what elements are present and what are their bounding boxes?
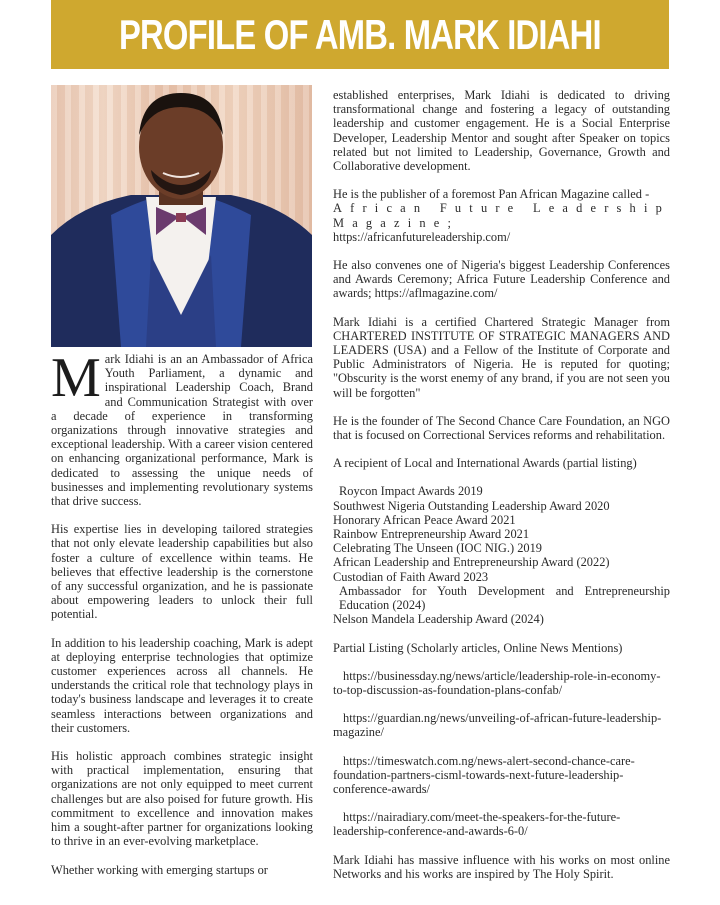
award-item: Ambassador for Youth Development and Entrepreneurship Education (2024) xyxy=(339,583,670,613)
closing-paragraph: Mark Idiahi has massive influence with his works on most online Networks and his works are inspired by The Holy Spirit. xyxy=(333,852,670,881)
award-item: African Leadership and Entrepreneurship Award (2022) xyxy=(333,555,610,570)
news-link[interactable]: https://guardian.ng/news/unveiling-of-african-future-leadership-magazine/ xyxy=(333,711,662,740)
award-item: Roycon Impact Awards 2019 xyxy=(339,484,483,499)
award-item: Southwest Nigeria Outstanding Leadership Award 2020 xyxy=(333,498,610,513)
award-item: Celebrating The Unseen (IOC NIG.) 2019 xyxy=(333,541,542,556)
left-column xyxy=(51,347,313,891)
foundation-paragraph: He is the founder of The Second Chance Care Foundation, an NGO that is focused on Correctional Services reforms and rehabilitation. xyxy=(333,413,670,443)
conference-paragraph: He also convenes one of Nigeria's biggest Leadership Conferences and Awards Ceremony; Africa Future Leadership Conference and awards; https://aflmagazine.com/ xyxy=(333,258,670,301)
certification-paragraph: Mark Idiahi is a certified Chartered Strategic Manager from CHARTERED INSTITUTE OF STRATEGIC MANAGERS AND LEADERS (USA) and a Fellow of the Institute of Corporate and Public Administrators of Nigeria. He is reputed for quoting; "Obscurity is the worst enemy of any brand, if you are not seen you will be forgotten" xyxy=(333,314,670,400)
continued-paragraph: Whether working with emerging startups or xyxy=(51,862,268,877)
portrait-illustration xyxy=(51,85,312,347)
title-banner xyxy=(51,0,669,69)
magazine-name: African Future Leadership Magazine; xyxy=(333,201,670,230)
drop-cap: M xyxy=(51,347,101,409)
news-link[interactable]: https://businessday.ng/news/article/leadership-role-in-economy-to-top-discussion-as-foundation-plans-confab/ xyxy=(333,668,661,697)
awards-heading: A recipient of Local and International Awards (partial listing) xyxy=(333,456,637,471)
award-item: Honorary African Peace Award 2021 xyxy=(333,512,516,527)
award-item: Custodian of Faith Award 2023 xyxy=(333,569,489,584)
publisher-paragraph: He is the publisher of a foremost Pan African Magazine called - African Future Leadership Magazine; https://africanfutureleadership.com/ xyxy=(333,187,670,244)
award-item: Rainbow Entrepreneurship Award 2021 xyxy=(333,527,530,542)
news-link[interactable]: https://timeswatch.com.ng/news-alert-second-chance-care-foundation-partners-cisml-towards-next-future-leadership-conference-awards/ xyxy=(333,753,635,796)
coaching-paragraph: In addition to his leadership coaching, Mark is adept at deploying enterprise technologies that optimize customer experiences across all channels. He understands the critical role that technology plays in today's business landscape and leverages it to create seamless interactions between organizations and their customers. xyxy=(51,635,313,735)
intro-paragraph: Mark Idiahi is an an Ambassador of Africa Youth Parliament, a dynamic and inspirational Leadership Coach, Brand and Communication Strategist with over a decade of experience in transforming organizations through innovative strategies and exceptional leadership. With a career vision centered on enhancing organizational performance, Mark is dedicated to assessing the unique needs of businesses and implementing revolutionary systems that drive success. xyxy=(51,347,313,509)
mentions-heading: Partial Listing (Scholarly articles, Online News Mentions) xyxy=(333,640,623,655)
news-link[interactable]: https://nairadiary.com/meet-the-speakers-for-the-future-leadership-conference-and-awards-6-0/ xyxy=(333,810,621,839)
expertise-paragraph: His expertise lies in developing tailored strategies that not only elevate leadership capabilities but also foster a culture of excellence within teams. He believes that effective leadership is the cornerstone of any successful organization, and he is passionate about empowering leaders to unlock their full potential. xyxy=(51,522,313,622)
magazine-link[interactable]: https://africanfutureleadership.com/ xyxy=(333,229,511,244)
page-title: PROFILE OF AMB. MARK IDIAHI xyxy=(119,10,601,58)
portrait-photo xyxy=(51,85,312,347)
right-column xyxy=(333,88,670,895)
enterprise-paragraph: established enterprises, Mark Idiahi is dedicated to driving transformational change and fostering a legacy of outstanding leadership and customer engagement. He is a Social Enterprise Developer, Leadership Mentor and sought after Speaker on topics related but not limited to Leadership, Governance, Growth and Collaborative development. xyxy=(333,88,670,174)
award-item: Nelson Mandela Leadership Award (2024) xyxy=(333,612,544,627)
awards-list xyxy=(333,484,670,626)
approach-paragraph: His holistic approach combines strategic insight with practical implementation, ensuring that organizations are not only equipped to meet current challenges but are also poised for future growth. His commitment to excellence and innovation makes him a sought-after partner for organizations looking to thrive in an ever-evolving marketplace. xyxy=(51,749,313,849)
